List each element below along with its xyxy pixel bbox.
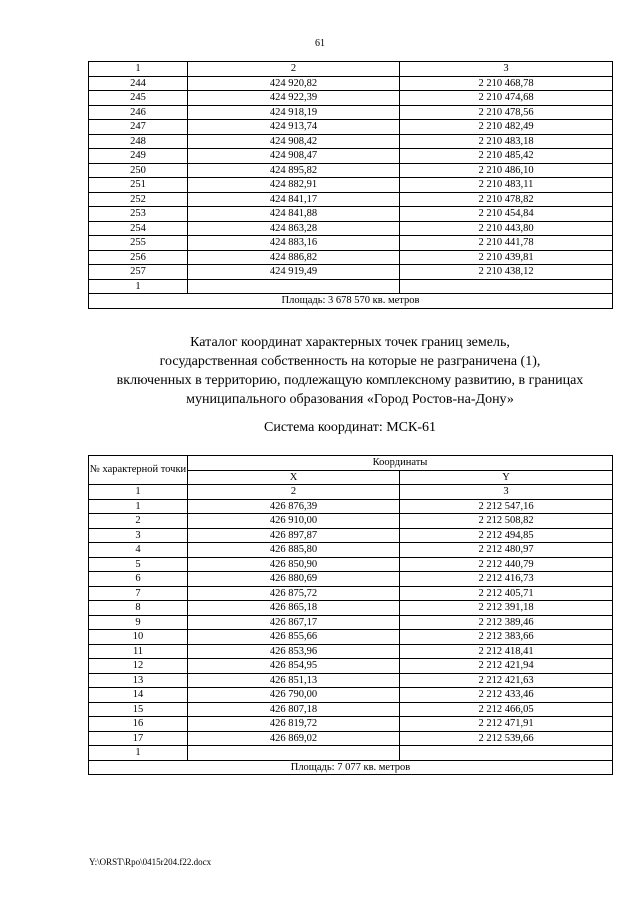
x-coordinate-cell: 426 807,18 <box>188 702 400 717</box>
column-number: 3 <box>400 485 613 500</box>
y-coordinate-cell: 2 212 391,18 <box>400 601 613 616</box>
table-row <box>89 514 613 529</box>
table-row <box>89 731 613 746</box>
y-coordinate-cell: 2 210 478,82 <box>400 192 613 207</box>
point-number-cell: 11 <box>89 644 188 659</box>
footer-file-path: Y:\ORST\Rpo\0415r204.f22.docx <box>89 857 212 867</box>
y-coordinate-cell: 2 210 474,68 <box>400 91 613 106</box>
x-coordinate-cell: 424 908,47 <box>188 149 400 164</box>
point-number-cell: 244 <box>89 76 188 91</box>
table-column-numbers-row <box>89 485 613 500</box>
x-coordinate-cell: 424 913,74 <box>188 120 400 135</box>
y-coordinate-cell: 2 212 383,66 <box>400 630 613 645</box>
x-coordinate-cell: 424 863,28 <box>188 221 400 236</box>
table-row <box>89 192 613 207</box>
y-coordinate-cell: 2 212 440,79 <box>400 557 613 572</box>
x-coordinate-cell: 424 882,91 <box>188 178 400 193</box>
y-coordinate-cell: 2 212 433,46 <box>400 688 613 703</box>
point-number-cell: 17 <box>89 731 188 746</box>
x-header: X <box>188 470 400 485</box>
y-coordinate-cell: 2 212 539,66 <box>400 731 613 746</box>
table-row <box>89 601 613 616</box>
point-number-cell: 5 <box>89 557 188 572</box>
y-coordinate-cell: 2 210 441,78 <box>400 236 613 251</box>
y-coordinate-cell: 2 212 508,82 <box>400 514 613 529</box>
table-row <box>89 120 613 135</box>
point-number-cell: 256 <box>89 250 188 265</box>
point-number-cell: 7 <box>89 586 188 601</box>
point-number-cell: 1 <box>89 746 188 761</box>
y-coordinate-cell: 2 210 478,56 <box>400 105 613 120</box>
point-number-cell: 4 <box>89 543 188 558</box>
y-coordinate-cell: 2 210 454,84 <box>400 207 613 222</box>
column-number: 1 <box>89 62 188 77</box>
table-row <box>89 207 613 222</box>
x-coordinate-cell: 426 850,90 <box>188 557 400 572</box>
y-coordinate-cell: 2 210 482,49 <box>400 120 613 135</box>
coordinate-system-label: Система координат: МСК-61 <box>263 420 436 435</box>
page-number: 61 <box>315 38 325 49</box>
point-number-cell: 1 <box>89 499 188 514</box>
y-coordinate-cell: 2 210 485,42 <box>400 149 613 164</box>
x-coordinate-cell: 426 854,95 <box>188 659 400 674</box>
x-coordinate-cell: 424 920,82 <box>188 76 400 91</box>
table-row <box>89 717 613 732</box>
table-column-numbers-row <box>89 62 613 77</box>
point-number-cell: 16 <box>89 717 188 732</box>
y-coordinate-cell: 2 212 471,91 <box>400 717 613 732</box>
point-number-cell: 6 <box>89 572 188 587</box>
table-row <box>89 149 613 164</box>
point-number-header: № характерной точки <box>89 456 188 485</box>
x-coordinate-cell: 424 841,88 <box>188 207 400 222</box>
coordinates-table-continued <box>88 61 613 309</box>
x-coordinate-cell: 426 885,80 <box>188 543 400 558</box>
table-row <box>89 163 613 178</box>
point-number-cell: 253 <box>89 207 188 222</box>
table-row <box>89 265 613 280</box>
column-number: 1 <box>89 485 188 500</box>
x-coordinate-cell: 424 883,16 <box>188 236 400 251</box>
table-row <box>89 250 613 265</box>
y-coordinate-cell: 2 210 486,10 <box>400 163 613 178</box>
x-coordinate-cell: 426 855,66 <box>188 630 400 645</box>
point-number-cell: 15 <box>89 702 188 717</box>
x-coordinate-cell: 426 790,00 <box>188 688 400 703</box>
table-row <box>89 221 613 236</box>
point-number-cell: 12 <box>89 659 188 674</box>
y-coordinate-cell: 2 210 439,81 <box>400 250 613 265</box>
x-coordinate-cell: 426 876,39 <box>188 499 400 514</box>
coordinates-header: Координаты <box>188 456 613 471</box>
column-number: 2 <box>188 62 400 77</box>
area-row <box>89 760 613 775</box>
catalog-title-line: Каталог координат характерных точек границ земель, <box>190 335 510 350</box>
table-row <box>89 134 613 149</box>
y-coordinate-cell: 2 210 438,12 <box>400 265 613 280</box>
y-coordinate-cell <box>400 746 613 761</box>
point-number-cell: 14 <box>89 688 188 703</box>
point-number-cell: 249 <box>89 149 188 164</box>
y-coordinate-cell: 2 212 421,63 <box>400 673 613 688</box>
point-number-cell: 247 <box>89 120 188 135</box>
y-coordinate-cell <box>400 279 613 294</box>
catalog-title-line: муниципального образования «Город Ростов-на-Дону» <box>186 392 514 407</box>
point-number-cell: 10 <box>89 630 188 645</box>
y-coordinate-cell: 2 212 389,46 <box>400 615 613 630</box>
x-coordinate-cell: 424 895,82 <box>188 163 400 178</box>
y-coordinate-cell: 2 210 483,18 <box>400 134 613 149</box>
catalog-title-line: государственная собственность на которые не разграничена (1), <box>159 354 541 369</box>
table-row <box>89 178 613 193</box>
x-coordinate-cell: 424 918,19 <box>188 105 400 120</box>
table-row <box>89 499 613 514</box>
x-coordinate-cell: 424 908,42 <box>188 134 400 149</box>
x-coordinate-cell: 424 841,17 <box>188 192 400 207</box>
y-coordinate-cell: 2 212 494,85 <box>400 528 613 543</box>
x-coordinate-cell <box>188 746 400 761</box>
table-row <box>89 572 613 587</box>
point-number-cell: 250 <box>89 163 188 178</box>
table-header-row <box>89 456 613 471</box>
x-coordinate-cell: 424 919,49 <box>188 265 400 280</box>
point-number-cell: 8 <box>89 601 188 616</box>
catalog-title-line: включенных в территорию, подлежащую комплексному развитию, в границах <box>116 373 584 388</box>
y-coordinate-cell: 2 212 466,05 <box>400 702 613 717</box>
table-row <box>89 76 613 91</box>
x-coordinate-cell: 426 897,87 <box>188 528 400 543</box>
table-row <box>89 630 613 645</box>
y-coordinate-cell: 2 210 483,11 <box>400 178 613 193</box>
table-row <box>89 586 613 601</box>
area-row <box>89 294 613 309</box>
point-number-cell: 3 <box>89 528 188 543</box>
table-row <box>89 659 613 674</box>
point-number-cell: 257 <box>89 265 188 280</box>
column-number: 3 <box>400 62 613 77</box>
y-coordinate-cell: 2 210 443,80 <box>400 221 613 236</box>
x-coordinate-cell <box>188 279 400 294</box>
y-coordinate-cell: 2 210 468,78 <box>400 76 613 91</box>
table-row <box>89 688 613 703</box>
y-header: Y <box>400 470 613 485</box>
table1-body <box>89 76 613 294</box>
y-coordinate-cell: 2 212 421,94 <box>400 659 613 674</box>
x-coordinate-cell: 426 867,17 <box>188 615 400 630</box>
point-number-cell: 248 <box>89 134 188 149</box>
y-coordinate-cell: 2 212 416,73 <box>400 572 613 587</box>
x-coordinate-cell: 426 851,13 <box>188 673 400 688</box>
point-number-cell: 255 <box>89 236 188 251</box>
table-row <box>89 91 613 106</box>
table-row <box>89 528 613 543</box>
x-coordinate-cell: 426 869,02 <box>188 731 400 746</box>
y-coordinate-cell: 2 212 480,97 <box>400 543 613 558</box>
x-coordinate-cell: 426 910,00 <box>188 514 400 529</box>
x-coordinate-cell: 426 875,72 <box>188 586 400 601</box>
area-value: Площадь: 7 077 кв. метров <box>89 760 613 775</box>
point-number-cell: 13 <box>89 673 188 688</box>
table-row <box>89 702 613 717</box>
table-row <box>89 279 613 294</box>
point-number-cell: 251 <box>89 178 188 193</box>
y-coordinate-cell: 2 212 547,16 <box>400 499 613 514</box>
x-coordinate-cell: 426 865,18 <box>188 601 400 616</box>
point-number-cell: 2 <box>89 514 188 529</box>
table-row <box>89 557 613 572</box>
x-coordinate-cell: 424 922,39 <box>188 91 400 106</box>
table-row <box>89 105 613 120</box>
x-coordinate-cell: 426 819,72 <box>188 717 400 732</box>
y-coordinate-cell: 2 212 418,41 <box>400 644 613 659</box>
point-number-cell: 9 <box>89 615 188 630</box>
table-row <box>89 746 613 761</box>
table-row <box>89 543 613 558</box>
x-coordinate-cell: 426 880,69 <box>188 572 400 587</box>
point-number-cell: 252 <box>89 192 188 207</box>
y-coordinate-cell: 2 212 405,71 <box>400 586 613 601</box>
point-number-cell: 245 <box>89 91 188 106</box>
coordinates-table <box>88 455 613 775</box>
area-value: Площадь: 3 678 570 кв. метров <box>89 294 613 309</box>
point-number-cell: 254 <box>89 221 188 236</box>
table2-body <box>89 499 613 760</box>
table-row <box>89 644 613 659</box>
point-number-cell: 246 <box>89 105 188 120</box>
catalog-title <box>60 333 640 409</box>
point-number-cell: 1 <box>89 279 188 294</box>
table-row <box>89 236 613 251</box>
table-row <box>89 615 613 630</box>
table-row <box>89 673 613 688</box>
x-coordinate-cell: 426 853,96 <box>188 644 400 659</box>
x-coordinate-cell: 424 886,82 <box>188 250 400 265</box>
column-number: 2 <box>188 485 400 500</box>
